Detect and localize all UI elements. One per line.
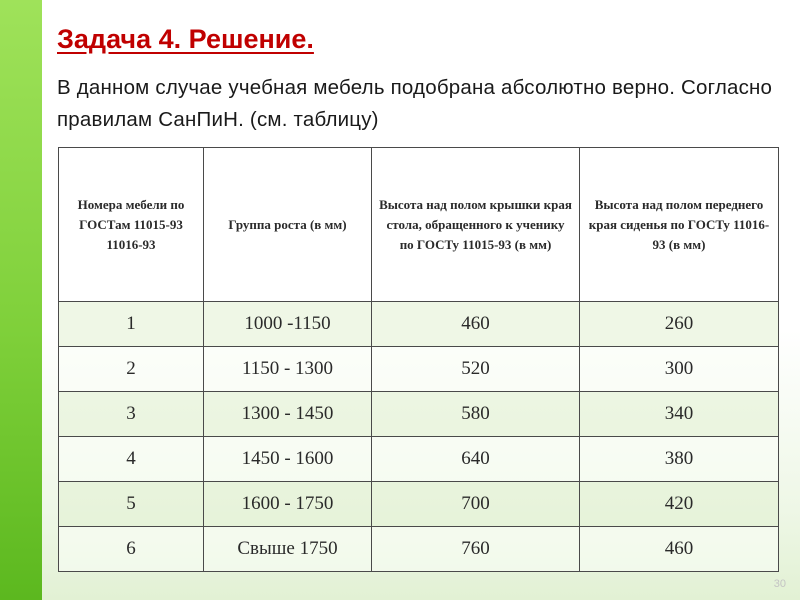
header-desk-height: Высота над полом крышки края стола, обращенного к ученику по ГОСТу 11015-93 (в мм) xyxy=(372,148,580,302)
table-row xyxy=(59,302,779,347)
table-row xyxy=(59,437,779,482)
table-row xyxy=(59,392,779,437)
cell-furniture-number: 6 xyxy=(59,527,204,572)
table-row xyxy=(59,527,779,572)
page-number: 30 xyxy=(773,578,786,590)
cell-furniture-number: 5 xyxy=(59,482,204,527)
cell-seat-height: 340 xyxy=(580,392,779,437)
cell-seat-height: 260 xyxy=(580,302,779,347)
table-header-row xyxy=(59,148,779,302)
cell-height-group: 1000 -1150 xyxy=(204,302,372,347)
table-row xyxy=(59,482,779,527)
slide-title: Задача 4. Решение. xyxy=(57,24,314,54)
header-furniture-number: Номера мебели по ГОСТам 11015-93 11016-93 xyxy=(59,148,204,302)
table-row xyxy=(59,347,779,392)
cell-desk-height: 760 xyxy=(372,527,580,572)
cell-height-group: Свыше 1750 xyxy=(204,527,372,572)
cell-height-group: 1300 - 1450 xyxy=(204,392,372,437)
header-seat-height: Высота над полом переднего края сиденья по ГОСТу 11016-93 (в мм) xyxy=(580,148,779,302)
cell-furniture-number: 3 xyxy=(59,392,204,437)
slide-body-text: В данном случае учебная мебель подобрана абсолютно верно. Согласно правилам СанПиН. (см. таблицу) xyxy=(57,76,773,131)
cell-furniture-number: 2 xyxy=(59,347,204,392)
cell-furniture-number: 1 xyxy=(59,302,204,347)
cell-height-group: 1600 - 1750 xyxy=(204,482,372,527)
header-height-group: Группа роста (в мм) xyxy=(204,148,372,302)
cell-seat-height: 380 xyxy=(580,437,779,482)
cell-desk-height: 700 xyxy=(372,482,580,527)
cell-desk-height: 580 xyxy=(372,392,580,437)
cell-seat-height: 460 xyxy=(580,527,779,572)
cell-height-group: 1150 - 1300 xyxy=(204,347,372,392)
cell-seat-height: 420 xyxy=(580,482,779,527)
cell-seat-height: 300 xyxy=(580,347,779,392)
cell-height-group: 1450 - 1600 xyxy=(204,437,372,482)
cell-desk-height: 640 xyxy=(372,437,580,482)
cell-furniture-number: 4 xyxy=(59,437,204,482)
decorative-side-bar xyxy=(0,0,42,600)
cell-desk-height: 460 xyxy=(372,302,580,347)
furniture-sizes-table xyxy=(58,147,779,572)
cell-desk-height: 520 xyxy=(372,347,580,392)
